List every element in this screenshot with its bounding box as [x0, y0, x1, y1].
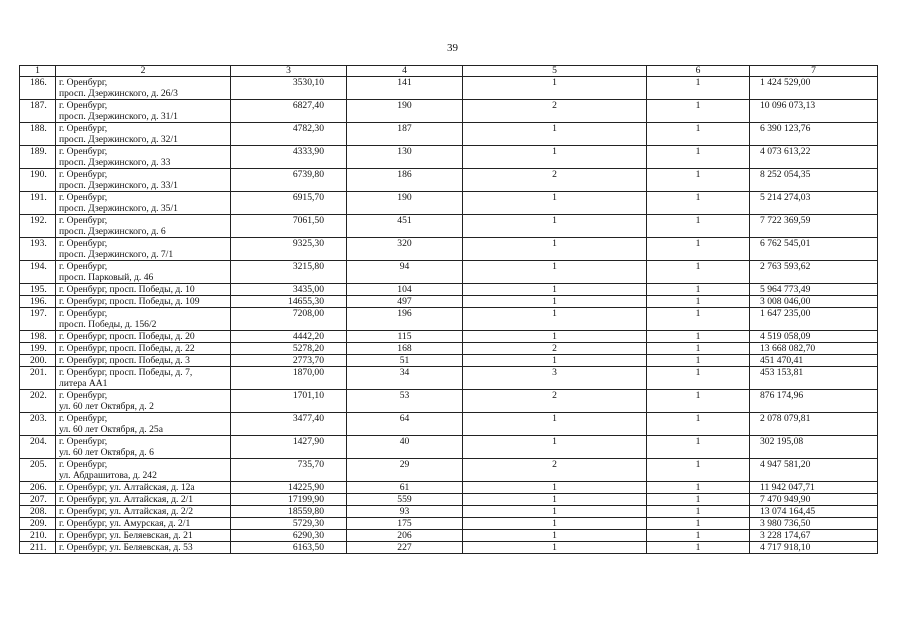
- column-4-cell: 93: [347, 506, 463, 518]
- row-number: 192.: [20, 215, 56, 238]
- address-cell: г. Оренбург, просп. Победы, д. 109: [56, 296, 231, 308]
- cost-cell: 1 424 529,00: [750, 77, 878, 100]
- row-number: 205.: [20, 459, 56, 482]
- column-4-cell: 130: [347, 146, 463, 169]
- column-6-cell: 1: [647, 296, 750, 308]
- column-5-cell: 1: [463, 308, 647, 331]
- area-cell: 2773,70: [231, 355, 347, 367]
- address-cell: г. Оренбург, просп. Победы, д. 22: [56, 343, 231, 355]
- area-cell: 7061,50: [231, 215, 347, 238]
- area-cell: 3530,10: [231, 77, 347, 100]
- row-number: 186.: [20, 77, 56, 100]
- column-number-row: [20, 66, 878, 77]
- area-cell: 3477,40: [231, 413, 347, 436]
- address-cell: г. Оренбург, просп. Дзержинского, д. 32/1: [56, 123, 231, 146]
- column-number: 6: [647, 66, 750, 77]
- row-number: 204.: [20, 436, 56, 459]
- column-5-cell: 1: [463, 542, 647, 554]
- row-number: 195.: [20, 284, 56, 296]
- column-5-cell: 2: [463, 459, 647, 482]
- row-number: 187.: [20, 100, 56, 123]
- cost-cell: 7 470 949,90: [750, 494, 878, 506]
- table-row: [20, 308, 878, 331]
- table-row: [20, 123, 878, 146]
- row-number: 189.: [20, 146, 56, 169]
- cost-cell: 302 195,08: [750, 436, 878, 459]
- area-cell: 4333,90: [231, 146, 347, 169]
- column-6-cell: 1: [647, 215, 750, 238]
- cost-cell: 3 228 174,67: [750, 530, 878, 542]
- column-4-cell: 227: [347, 542, 463, 554]
- row-number: 194.: [20, 261, 56, 284]
- column-6-cell: 1: [647, 123, 750, 146]
- address-cell: г. Оренбург, просп. Дзержинского, д. 31/1: [56, 100, 231, 123]
- cost-cell: 6 762 545,01: [750, 238, 878, 261]
- column-4-cell: 104: [347, 284, 463, 296]
- table-row: [20, 261, 878, 284]
- area-cell: 6915,70: [231, 192, 347, 215]
- cost-cell: 3 980 736,50: [750, 518, 878, 530]
- cost-cell: 6 390 123,76: [750, 123, 878, 146]
- column-6-cell: 1: [647, 261, 750, 284]
- table-row: [20, 238, 878, 261]
- address-cell: г. Оренбург, ул. Алтайская, д. 2/2: [56, 506, 231, 518]
- cost-cell: 5 964 773,49: [750, 284, 878, 296]
- column-4-cell: 451: [347, 215, 463, 238]
- column-4-cell: 29: [347, 459, 463, 482]
- cost-cell: 8 252 054,35: [750, 169, 878, 192]
- table-row: [20, 192, 878, 215]
- row-number: 202.: [20, 390, 56, 413]
- row-number: 208.: [20, 506, 56, 518]
- row-number: 193.: [20, 238, 56, 261]
- row-number: 210.: [20, 530, 56, 542]
- column-4-cell: 53: [347, 390, 463, 413]
- cost-cell: 876 174,96: [750, 390, 878, 413]
- column-5-cell: 1: [463, 215, 647, 238]
- row-number: 198.: [20, 331, 56, 343]
- register-table: [19, 65, 878, 554]
- column-5-cell: 3: [463, 367, 647, 390]
- row-number: 190.: [20, 169, 56, 192]
- area-cell: 18559,80: [231, 506, 347, 518]
- column-6-cell: 1: [647, 146, 750, 169]
- register-body: [20, 66, 878, 554]
- address-cell: г. Оренбург, просп. Победы, д. 20: [56, 331, 231, 343]
- address-cell: г. Оренбург, просп. Парковый, д. 46: [56, 261, 231, 284]
- column-4-cell: 34: [347, 367, 463, 390]
- area-cell: 14225,90: [231, 482, 347, 494]
- column-6-cell: 1: [647, 284, 750, 296]
- column-5-cell: 1: [463, 506, 647, 518]
- table-row: [20, 355, 878, 367]
- column-4-cell: 190: [347, 192, 463, 215]
- column-6-cell: 1: [647, 331, 750, 343]
- column-4-cell: 61: [347, 482, 463, 494]
- table-row: [20, 146, 878, 169]
- table-row: [20, 436, 878, 459]
- column-6-cell: 1: [647, 100, 750, 123]
- table-row: [20, 367, 878, 390]
- column-6-cell: 1: [647, 518, 750, 530]
- column-5-cell: 2: [463, 100, 647, 123]
- column-5-cell: 1: [463, 518, 647, 530]
- column-4-cell: 175: [347, 518, 463, 530]
- table-row: [20, 413, 878, 436]
- table-row: [20, 331, 878, 343]
- address-cell: г. Оренбург, просп. Дзержинского, д. 7/1: [56, 238, 231, 261]
- area-cell: 1870,00: [231, 367, 347, 390]
- column-4-cell: 190: [347, 100, 463, 123]
- area-cell: 6290,30: [231, 530, 347, 542]
- column-4-cell: 168: [347, 343, 463, 355]
- column-number: 3: [231, 66, 347, 77]
- column-4-cell: 497: [347, 296, 463, 308]
- row-number: 200.: [20, 355, 56, 367]
- column-4-cell: 51: [347, 355, 463, 367]
- column-4-cell: 141: [347, 77, 463, 100]
- area-cell: 4442,20: [231, 331, 347, 343]
- table-row: [20, 506, 878, 518]
- column-5-cell: 1: [463, 331, 647, 343]
- column-6-cell: 1: [647, 355, 750, 367]
- column-5-cell: 1: [463, 413, 647, 436]
- cost-cell: 3 008 046,00: [750, 296, 878, 308]
- row-number: 191.: [20, 192, 56, 215]
- row-number: 206.: [20, 482, 56, 494]
- area-cell: 1701,10: [231, 390, 347, 413]
- cost-cell: 13 668 082,70: [750, 343, 878, 355]
- cost-cell: 453 153,81: [750, 367, 878, 390]
- column-5-cell: 2: [463, 390, 647, 413]
- column-6-cell: 1: [647, 530, 750, 542]
- address-cell: г. Оренбург, ул. Беляевская, д. 21: [56, 530, 231, 542]
- column-6-cell: 1: [647, 343, 750, 355]
- area-cell: 5278,20: [231, 343, 347, 355]
- table-row: [20, 284, 878, 296]
- column-number: 1: [20, 66, 56, 77]
- column-number: 2: [56, 66, 231, 77]
- column-5-cell: 1: [463, 238, 647, 261]
- cost-cell: 10 096 073,13: [750, 100, 878, 123]
- area-cell: 735,70: [231, 459, 347, 482]
- column-6-cell: 1: [647, 506, 750, 518]
- area-cell: 5729,30: [231, 518, 347, 530]
- column-6-cell: 1: [647, 482, 750, 494]
- page-number: 39: [447, 42, 458, 54]
- address-cell: г. Оренбург, просп. Дзержинского, д. 35/1: [56, 192, 231, 215]
- cost-cell: 13 074 164,45: [750, 506, 878, 518]
- row-number: 211.: [20, 542, 56, 554]
- cost-cell: 1 647 235,00: [750, 308, 878, 331]
- area-cell: 4782,30: [231, 123, 347, 146]
- row-number: 196.: [20, 296, 56, 308]
- address-cell: г. Оренбург, ул. Абдрашитова, д. 242: [56, 459, 231, 482]
- row-number: 199.: [20, 343, 56, 355]
- row-number: 207.: [20, 494, 56, 506]
- column-6-cell: 1: [647, 494, 750, 506]
- area-cell: 7208,00: [231, 308, 347, 331]
- column-6-cell: 1: [647, 77, 750, 100]
- address-cell: г. Оренбург, просп. Дзержинского, д. 26/3: [56, 77, 231, 100]
- cost-cell: 4 073 613,22: [750, 146, 878, 169]
- column-6-cell: 1: [647, 367, 750, 390]
- column-6-cell: 1: [647, 238, 750, 261]
- column-number: 4: [347, 66, 463, 77]
- table-row: [20, 390, 878, 413]
- area-cell: 17199,90: [231, 494, 347, 506]
- table-row: [20, 518, 878, 530]
- column-number: 7: [750, 66, 878, 77]
- address-cell: г. Оренбург, ул. 60 лет Октября, д. 25а: [56, 413, 231, 436]
- row-number: 197.: [20, 308, 56, 331]
- row-number: 209.: [20, 518, 56, 530]
- column-5-cell: 1: [463, 355, 647, 367]
- column-6-cell: 1: [647, 542, 750, 554]
- table-row: [20, 296, 878, 308]
- column-4-cell: 559: [347, 494, 463, 506]
- column-5-cell: 1: [463, 530, 647, 542]
- table-row: [20, 77, 878, 100]
- address-cell: г. Оренбург, ул. Амурская, д. 2/1: [56, 518, 231, 530]
- address-cell: г. Оренбург, просп. Дзержинского, д. 6: [56, 215, 231, 238]
- address-cell: г. Оренбург, просп. Победы, д. 156/2: [56, 308, 231, 331]
- column-4-cell: 187: [347, 123, 463, 146]
- cost-cell: 4 519 058,09: [750, 331, 878, 343]
- area-cell: 1427,90: [231, 436, 347, 459]
- area-cell: 6163,50: [231, 542, 347, 554]
- column-4-cell: 64: [347, 413, 463, 436]
- column-5-cell: 1: [463, 123, 647, 146]
- cost-cell: 11 942 047,71: [750, 482, 878, 494]
- row-number: 188.: [20, 123, 56, 146]
- area-cell: 3435,00: [231, 284, 347, 296]
- column-6-cell: 1: [647, 390, 750, 413]
- table-row: [20, 215, 878, 238]
- table-row: [20, 482, 878, 494]
- table-row: [20, 343, 878, 355]
- address-cell: г. Оренбург, просп. Победы, д. 10: [56, 284, 231, 296]
- address-cell: г. Оренбург, просп. Победы, д. 7, литера АА1: [56, 367, 231, 390]
- row-number: 203.: [20, 413, 56, 436]
- column-4-cell: 206: [347, 530, 463, 542]
- area-cell: 14655,30: [231, 296, 347, 308]
- column-4-cell: 186: [347, 169, 463, 192]
- cost-cell: 5 214 274,03: [750, 192, 878, 215]
- column-5-cell: 1: [463, 494, 647, 506]
- column-5-cell: 2: [463, 169, 647, 192]
- area-cell: 9325,30: [231, 238, 347, 261]
- cost-cell: 2 078 079,81: [750, 413, 878, 436]
- column-5-cell: 2: [463, 343, 647, 355]
- column-6-cell: 1: [647, 413, 750, 436]
- table-row: [20, 530, 878, 542]
- column-6-cell: 1: [647, 192, 750, 215]
- area-cell: 6739,80: [231, 169, 347, 192]
- column-4-cell: 320: [347, 238, 463, 261]
- cost-cell: 7 722 369,59: [750, 215, 878, 238]
- address-cell: г. Оренбург, ул. Алтайская, д. 2/1: [56, 494, 231, 506]
- column-6-cell: 1: [647, 169, 750, 192]
- address-cell: г. Оренбург, просп. Дзержинского, д. 33: [56, 146, 231, 169]
- address-cell: г. Оренбург, ул. Беляевская, д. 53: [56, 542, 231, 554]
- cost-cell: 2 763 593,62: [750, 261, 878, 284]
- column-5-cell: 1: [463, 436, 647, 459]
- column-number: 5: [463, 66, 647, 77]
- row-number: 201.: [20, 367, 56, 390]
- column-5-cell: 1: [463, 284, 647, 296]
- cost-cell: 451 470,41: [750, 355, 878, 367]
- column-4-cell: 94: [347, 261, 463, 284]
- column-5-cell: 1: [463, 146, 647, 169]
- table-row: [20, 459, 878, 482]
- column-5-cell: 1: [463, 77, 647, 100]
- column-5-cell: 1: [463, 482, 647, 494]
- column-6-cell: 1: [647, 459, 750, 482]
- area-cell: 6827,40: [231, 100, 347, 123]
- column-5-cell: 1: [463, 192, 647, 215]
- address-cell: г. Оренбург, ул. Алтайская, д. 12а: [56, 482, 231, 494]
- cost-cell: 4 717 918,10: [750, 542, 878, 554]
- address-cell: г. Оренбург, ул. 60 лет Октября, д. 2: [56, 390, 231, 413]
- column-6-cell: 1: [647, 436, 750, 459]
- table-row: [20, 494, 878, 506]
- table-row: [20, 100, 878, 123]
- column-5-cell: 1: [463, 296, 647, 308]
- address-cell: г. Оренбург, просп. Победы, д. 3: [56, 355, 231, 367]
- area-cell: 3215,80: [231, 261, 347, 284]
- cost-cell: 4 947 581,20: [750, 459, 878, 482]
- address-cell: г. Оренбург, ул. 60 лет Октября, д. 6: [56, 436, 231, 459]
- address-cell: г. Оренбург, просп. Дзержинского, д. 33/1: [56, 169, 231, 192]
- column-5-cell: 1: [463, 261, 647, 284]
- column-6-cell: 1: [647, 308, 750, 331]
- table-row: [20, 542, 878, 554]
- column-4-cell: 196: [347, 308, 463, 331]
- column-4-cell: 115: [347, 331, 463, 343]
- table-row: [20, 169, 878, 192]
- column-4-cell: 40: [347, 436, 463, 459]
